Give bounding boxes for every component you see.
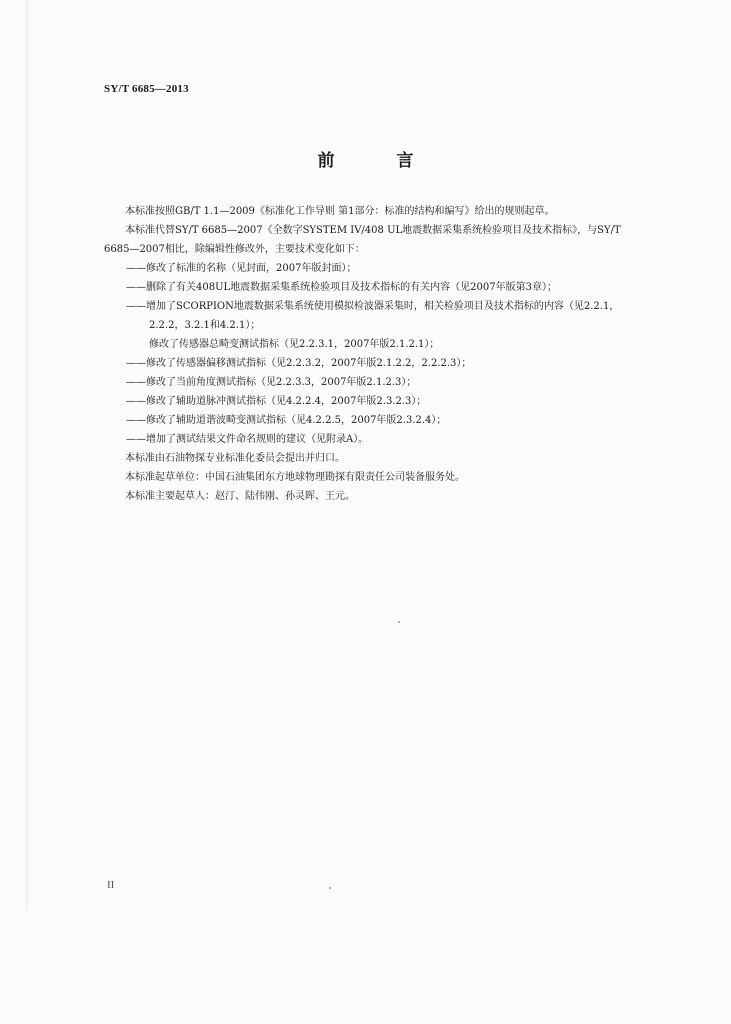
scan-speck	[398, 621, 400, 623]
change-item-sensor-distortion: 修改了传感器总畸变测试指标（见2.2.3.1，2007年版2.1.2.1）；	[149, 339, 440, 350]
change-item-name: ——修改了标准的名称（见封面，2007年版封面）；	[126, 263, 357, 274]
page-title: 前 言	[317, 151, 442, 171]
change-item-aux-pulse: ——修改了辅助道脉冲测试指标（见4.2.2.4，2007年版2.3.2.3）；	[126, 396, 427, 407]
page-edge-shadow	[26, 0, 28, 910]
paragraph-drafting-rules: 本标准按照GB/T 1.1—2009《标准化工作导则 第1部分：标准的结构和编写》给出的规则起草。	[125, 206, 555, 217]
paragraph-drafting-unit: 本标准起草单位：中国石油集团东方地球物理勘探有限责任公司装备服务处。	[125, 472, 465, 483]
change-item-sensor-offset: ——修改了传感器偏移测试指标（见2.2.3.2，2007年版2.1.2.2，2.2.2.3）；	[126, 358, 472, 369]
change-item-file-naming: ——增加了测试结果文件命名规则的建议（见附录A）。	[126, 434, 369, 445]
scan-speck	[329, 887, 331, 889]
paragraph-drafters: 本标准主要起草人：赵汀、陆伟刚、孙灵晖、王元。	[125, 491, 355, 502]
change-item-delete-408ul: ——删除了有关408UL地震数据采集系统检验项目及技术指标的有关内容（见2007年版第3章）；	[126, 282, 557, 293]
paragraph-proposer: 本标准由石油物探专业标准化委员会提出并归口。	[125, 453, 345, 464]
change-item-add-scorpion: ——增加了SCORPION地震数据采集系统使用模拟检波器采集时，相关检验项目及技术指标的内容（见2.2.1，2.2.2，3.2.1和4.2.1）；	[126, 301, 620, 331]
change-item-aux-harmonic: ——修改了辅助道谐波畸变测试指标（见4.2.2.5，2007年版2.3.2.4）；	[126, 415, 447, 426]
standard-code-header: SY/T 6685—2013	[104, 83, 189, 95]
paragraph-replaces-standard: 本标准代替SY/T 6685—2007《全数字SYSTEM IV/408 UL地震数据采集系统检验项目及技术指标》，与SY/T 6685—2007相比，除编辑性修改外，主要技术变化如下：	[104, 225, 621, 255]
page-number: II	[107, 879, 115, 891]
foreword-body	[104, 202, 634, 506]
change-item-current-angle: ——修改了当前角度测试指标（见2.2.3.3，2007年版2.1.2.3）；	[126, 377, 417, 388]
